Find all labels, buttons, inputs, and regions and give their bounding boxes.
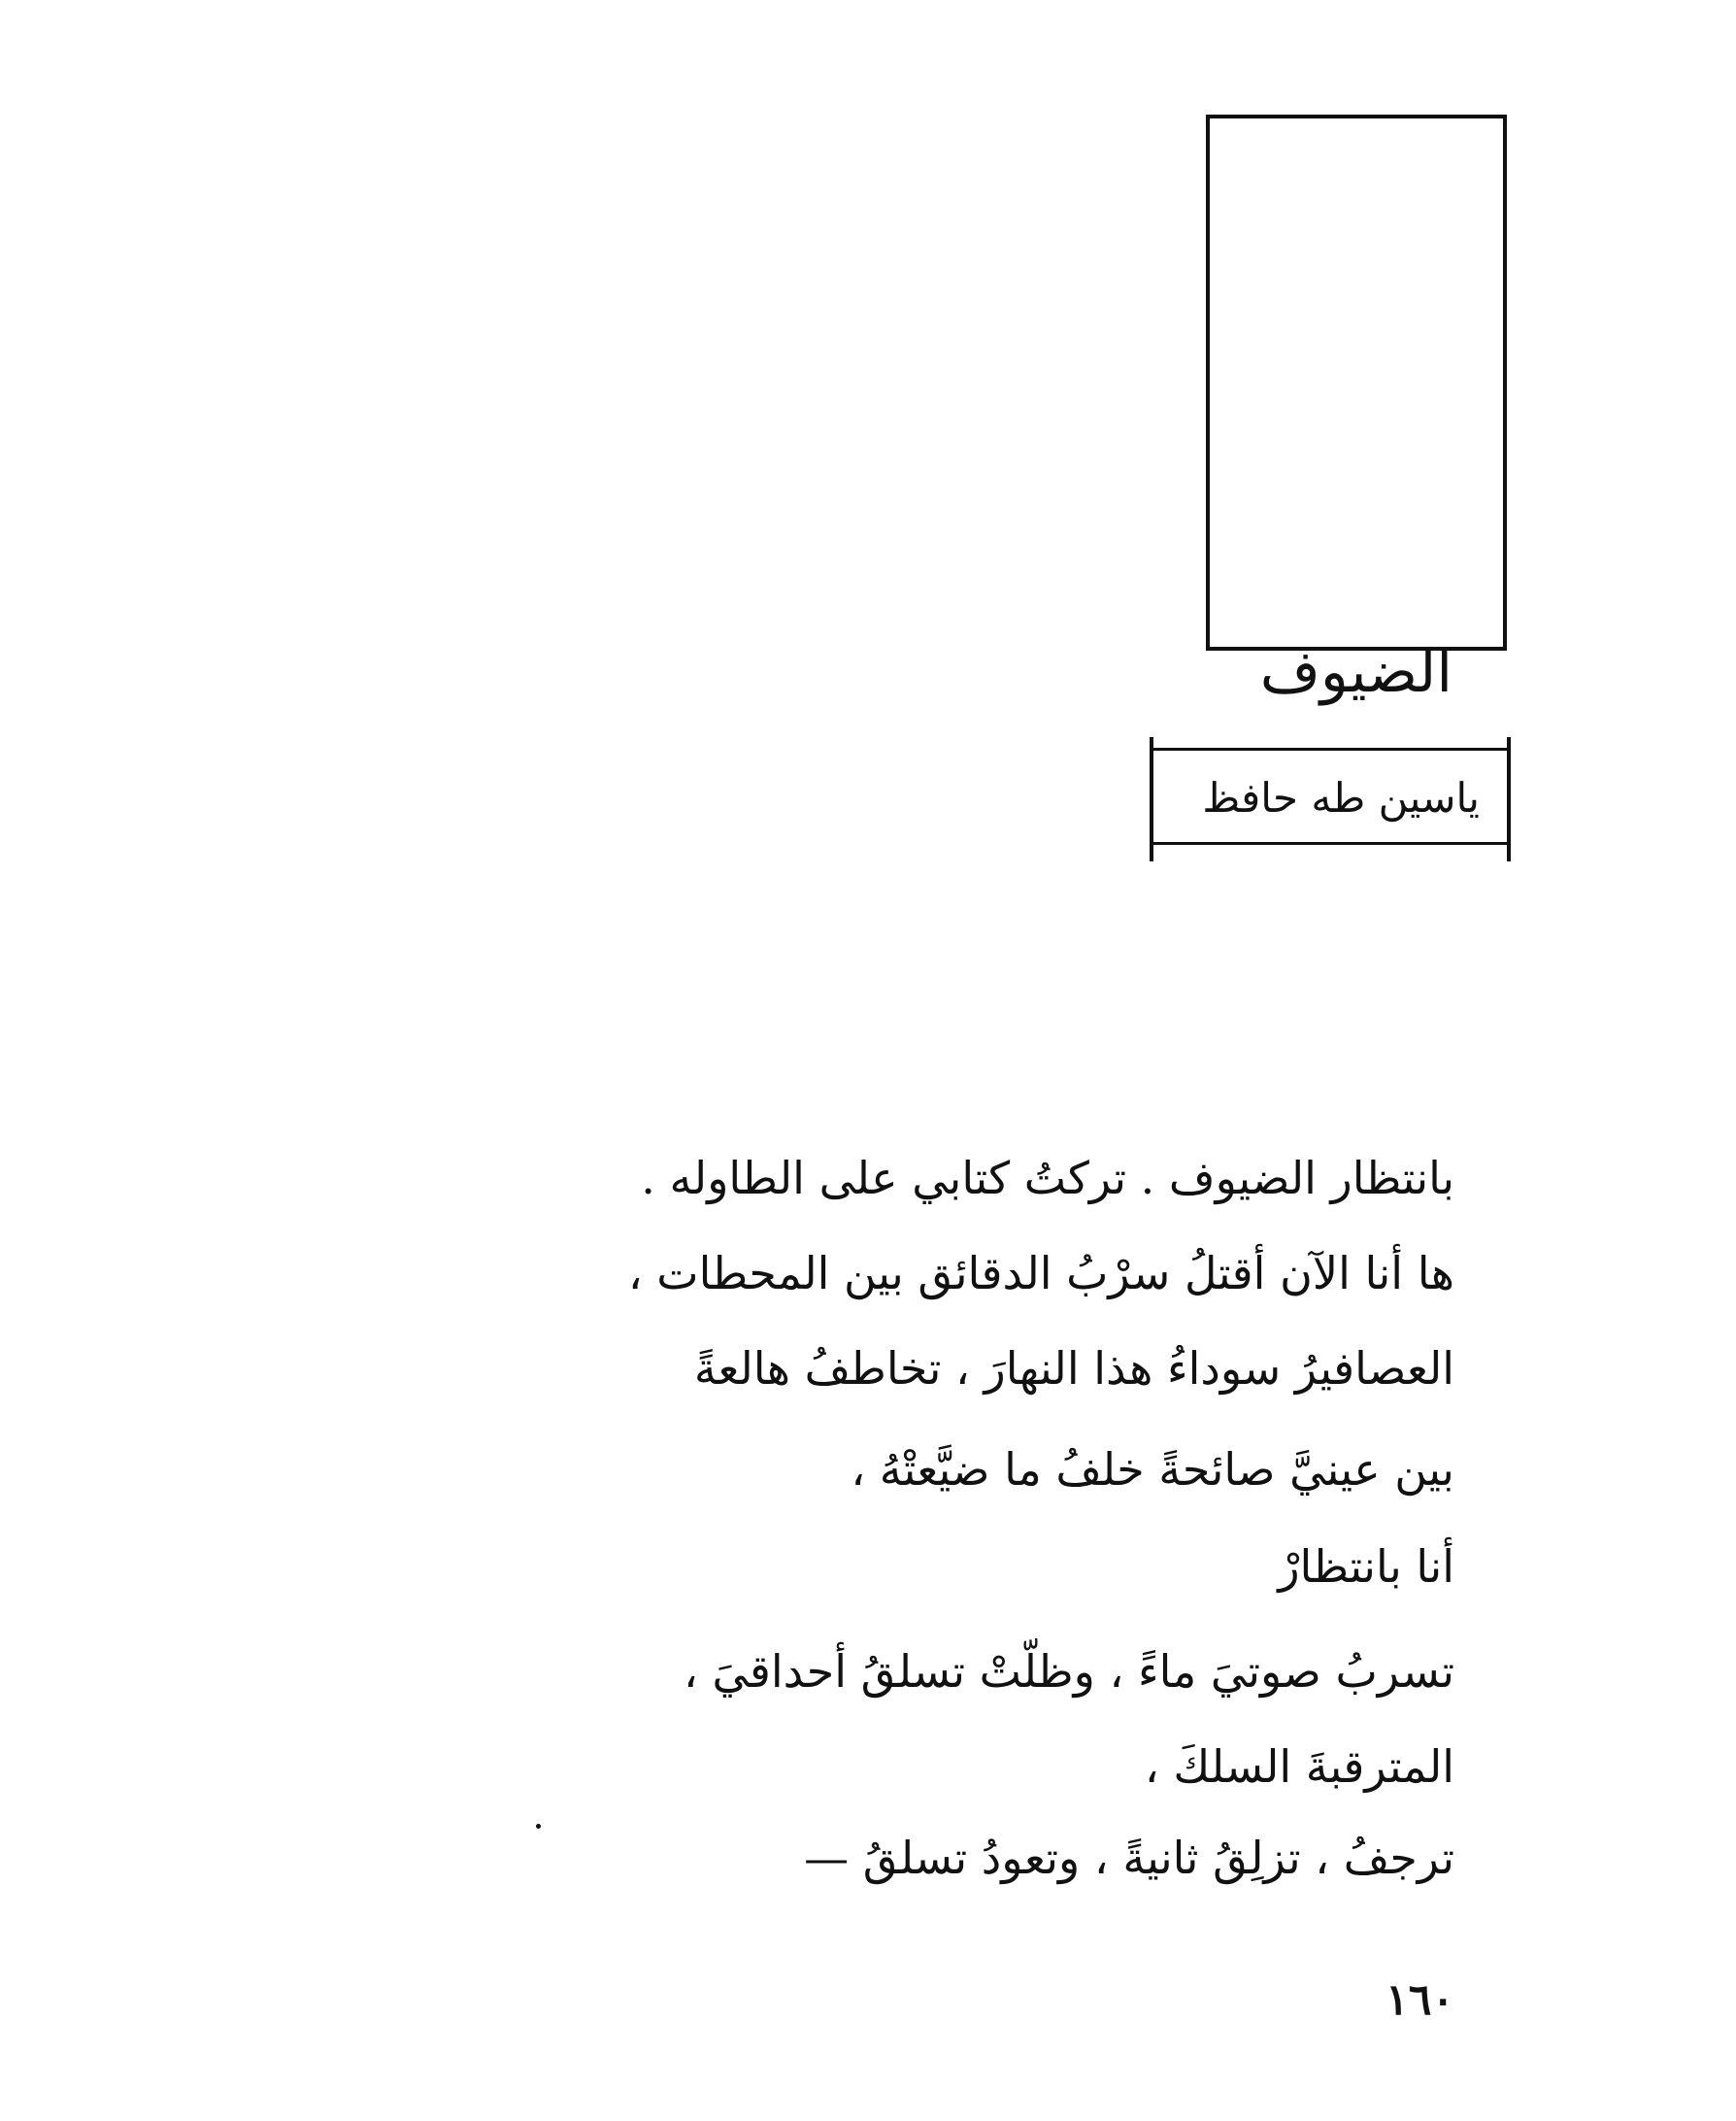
poem-line-1: بانتظار الضيوف . تركتُ كتابي على الطاوله . xyxy=(641,1152,1454,1204)
poem-line-5: أنا بانتظارْ xyxy=(1278,1540,1454,1593)
poem-line-7: المترقبةَ السلكَ ، xyxy=(1144,1740,1454,1793)
poem-title: الضيوف xyxy=(1259,638,1452,706)
poem-line-3: العصافيرُ سوداءُ هذا النهارَ ، تخاطفُ هالعةً xyxy=(693,1342,1454,1395)
stray-dot xyxy=(536,1824,541,1829)
poem-line-6: تسربُ صوتيَ ماءً ، وظلّتْ تسلقُ أحداقيَ ، xyxy=(684,1645,1454,1698)
poem-line-8: ترجفُ ، تزلِقُ ثانيةً ، وتعودُ تسلقُ — xyxy=(804,1832,1454,1884)
author-box-left-bar xyxy=(1150,737,1153,861)
page-number: ١٦٠ xyxy=(1385,1975,1454,2025)
author-box xyxy=(1152,748,1509,845)
poem-line-4: بين عينيَّ صائحةً خلفُ ما ضيَّعتْهُ ، xyxy=(851,1443,1454,1496)
poem-line-2: ها أنا الآن أقتلُ سرْبُ الدقائق بين المحطات ، xyxy=(627,1247,1454,1299)
title-box xyxy=(1206,115,1507,706)
author-box-right-bar xyxy=(1507,737,1511,861)
author-name: ياسين طه حافظ xyxy=(1202,774,1480,822)
